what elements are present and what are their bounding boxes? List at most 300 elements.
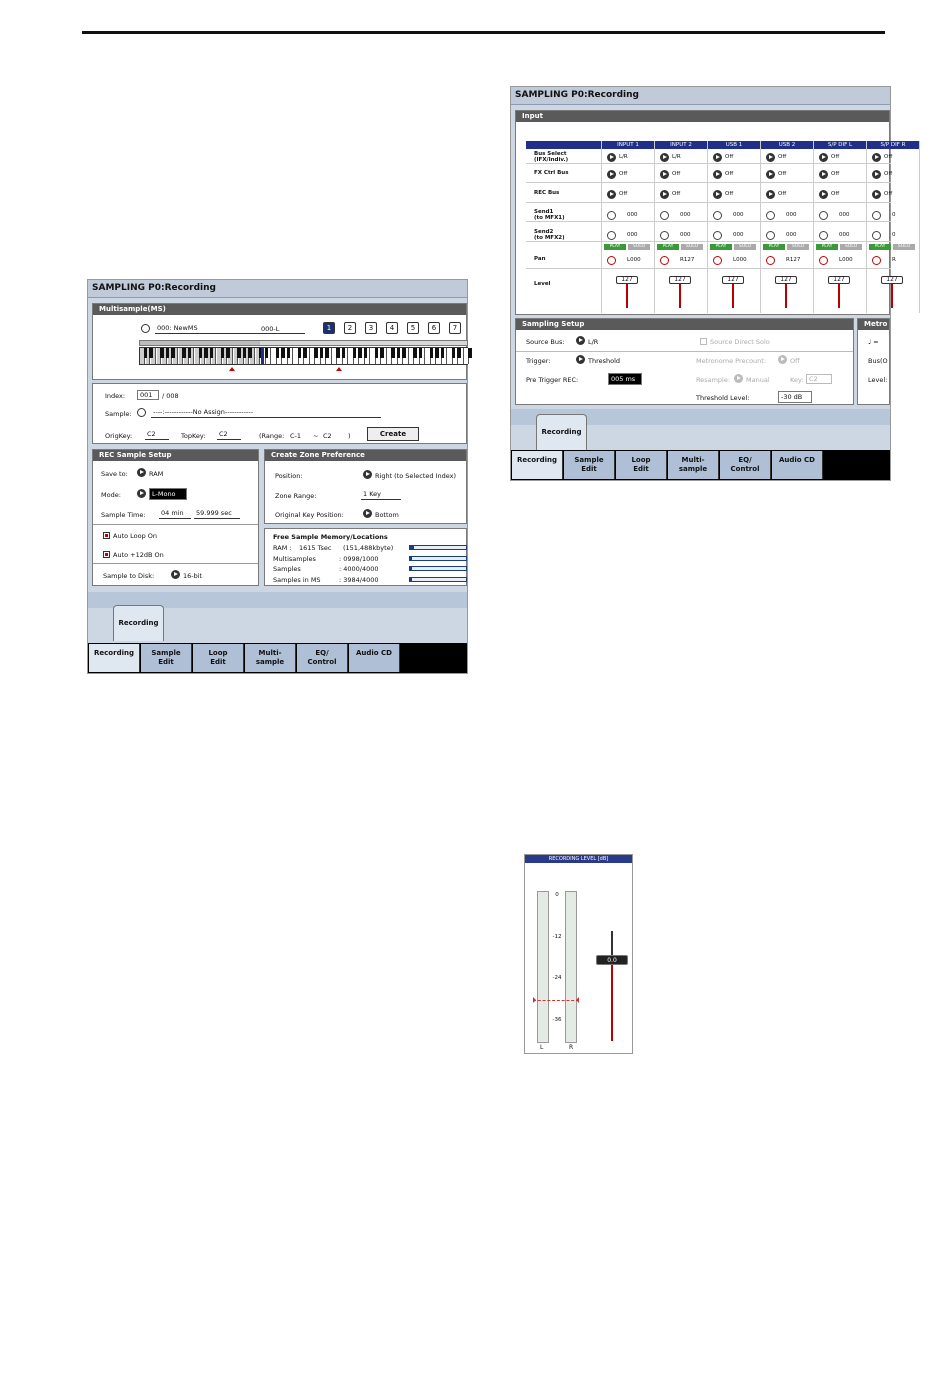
- auto-loop-checkbox[interactable]: [103, 532, 110, 539]
- input-cell-value: Off: [884, 154, 893, 160]
- mode-field[interactable]: L-Mono: [149, 488, 187, 500]
- send-knob-icon[interactable]: [660, 231, 669, 240]
- recording-level-meter: [524, 854, 633, 1054]
- range-marker-low-icon: [229, 367, 235, 371]
- meter-right-bar: [565, 891, 577, 1043]
- meter-fader-top: [611, 931, 613, 955]
- black-key: [452, 348, 456, 358]
- send-knob-icon[interactable]: [766, 211, 775, 220]
- resample-label: Resample:: [696, 376, 731, 384]
- page-title: SAMPLING P0:Recording: [88, 280, 467, 298]
- black-key: [336, 348, 340, 358]
- multisample-button-1[interactable]: 1: [323, 322, 335, 334]
- meter-threshold-right-icon: [576, 997, 579, 1003]
- black-key: [221, 348, 225, 358]
- black-key: [248, 348, 252, 358]
- meter-fader-handle[interactable]: 0.0: [596, 955, 628, 965]
- keyboard-range-strip: [139, 340, 468, 346]
- input-row-label-pan: Pan: [534, 256, 546, 262]
- level-fader[interactable]: 127: [881, 276, 903, 284]
- send-knob-icon[interactable]: [819, 231, 828, 240]
- sample-time-sec[interactable]: 59.999 sec: [194, 509, 240, 519]
- original-key-position-label: Original Key Position:: [275, 511, 344, 519]
- resample-popup-icon[interactable]: [734, 374, 743, 383]
- input-popup-icon[interactable]: [660, 190, 669, 199]
- black-key: [325, 348, 329, 358]
- input-cell-value: Off: [619, 191, 628, 197]
- send-knob-icon[interactable]: [872, 231, 881, 240]
- level-fader-stem: [626, 284, 628, 308]
- metronome-tempo: ♩ =: [868, 338, 879, 346]
- metronome-header: Metro: [858, 319, 889, 330]
- multisample-name-suffix: 000-L: [261, 325, 280, 333]
- input-header: Input: [516, 111, 889, 122]
- tab-eq-control[interactable]: EQ/ Control: [720, 451, 771, 479]
- black-key: [419, 348, 423, 358]
- input-popup-icon[interactable]: [872, 153, 881, 162]
- black-key: [265, 348, 269, 358]
- keyboard[interactable]: [139, 347, 468, 365]
- input-cell-value: Off: [831, 191, 840, 197]
- black-key: [430, 348, 434, 358]
- sample-to-disk-value[interactable]: 16-bit: [183, 572, 203, 580]
- memory-row-label: Multisamples: [273, 554, 316, 563]
- memory-row-bar: [409, 566, 467, 571]
- meter-left-label: L: [540, 1044, 544, 1051]
- meter-tick-label: 0: [555, 892, 559, 898]
- create-zone-preference-panel: [264, 449, 467, 524]
- metronome-level: Level:: [868, 376, 888, 384]
- meter-tick-label: -24: [552, 975, 562, 981]
- auto-loop-label: Auto Loop On: [113, 532, 158, 540]
- level-fader[interactable]: 127: [775, 276, 797, 284]
- input-cell-value: Off: [619, 171, 628, 177]
- play-button[interactable]: PLAY: [604, 244, 626, 250]
- black-key: [320, 348, 324, 358]
- black-key: [287, 348, 291, 358]
- input-popup-icon[interactable]: [819, 190, 828, 199]
- metronome-precount-label: Metronome Precount:: [696, 357, 767, 365]
- tab-loop-edit[interactable]: Loop Edit: [193, 644, 244, 672]
- play-button[interactable]: PLAY: [710, 244, 732, 250]
- meter-right-label: R: [569, 1044, 574, 1051]
- origkey-field[interactable]: C2: [145, 430, 169, 440]
- send-knob-icon[interactable]: [607, 231, 616, 240]
- input-cell-value: L/R: [672, 154, 681, 160]
- sample-to-disk-label: Sample to Disk:: [103, 572, 155, 580]
- key-label: Key:: [790, 376, 804, 384]
- input-column-divider: [601, 141, 602, 313]
- black-key: [468, 348, 472, 358]
- multisample-button-4[interactable]: 4: [386, 322, 398, 334]
- multisample-button-7[interactable]: 7: [449, 322, 461, 334]
- black-key: [210, 348, 214, 358]
- black-key: [435, 348, 439, 358]
- page-title-2: SAMPLING P0:Recording: [511, 87, 890, 105]
- save-to-label: Save to:: [101, 470, 128, 478]
- level-fader-stem: [838, 284, 840, 308]
- input-popup-icon[interactable]: [607, 190, 616, 199]
- memory-row-label: Samples in MS: [273, 575, 321, 584]
- metronome-bus: Bus(O: [868, 357, 888, 365]
- level-fader[interactable]: 127: [616, 276, 638, 284]
- pan-knob-icon[interactable]: [819, 256, 828, 265]
- meter-left-bar: [537, 891, 549, 1043]
- range-dash: ~: [313, 432, 319, 440]
- memory-row-extra: (151,488kbyte): [343, 544, 394, 552]
- input-row-label-rec: REC Bus: [534, 190, 560, 196]
- input-popup-icon[interactable]: [713, 170, 722, 179]
- black-key: [358, 348, 362, 358]
- send-knob-icon[interactable]: [872, 211, 881, 220]
- original-key-position-popup-icon[interactable]: [363, 509, 372, 518]
- keyboard-range-selected: [140, 341, 260, 345]
- input-cell-value: Off: [672, 171, 681, 177]
- solo-button[interactable]: SOLO: [787, 244, 809, 250]
- black-key: [303, 348, 307, 358]
- range-to: C2: [323, 432, 332, 440]
- solo-button[interactable]: SOLO: [681, 244, 703, 250]
- solo-button[interactable]: SOLO: [628, 244, 650, 250]
- input-row-label-level: Level: [534, 281, 551, 287]
- level-fader[interactable]: 127: [669, 276, 691, 284]
- input-column-divider: [919, 141, 920, 313]
- rec-sample-setup-panel: [92, 449, 259, 586]
- meter-threshold-line: [533, 1000, 579, 1002]
- input-cell-value: R127: [680, 257, 695, 263]
- input-header-spacer: [526, 141, 602, 149]
- input-row-label-fx: FX Ctrl Bus: [534, 170, 569, 176]
- level-fader-stem: [679, 284, 681, 308]
- black-key: [171, 348, 175, 358]
- level-fader-stem: [891, 284, 893, 308]
- topkey-label: TopKey:: [181, 432, 206, 440]
- black-key: [375, 348, 379, 358]
- memory-row-value: : 4000/4000: [339, 565, 379, 573]
- pan-knob-icon[interactable]: [713, 256, 722, 265]
- level-fader[interactable]: 127: [828, 276, 850, 284]
- pan-knob-icon[interactable]: [660, 256, 669, 265]
- multisample-select-icon[interactable]: [141, 324, 150, 333]
- input-column-divider: [654, 141, 655, 313]
- source-bus-value[interactable]: L/R: [588, 338, 599, 346]
- send-knob-icon[interactable]: [713, 211, 722, 220]
- black-key: [144, 348, 148, 358]
- black-key: [243, 348, 247, 358]
- meter-title: RECORDING LEVEL [dB]: [525, 855, 632, 863]
- metronome-precount-value[interactable]: Off: [790, 357, 800, 365]
- input-row-divider: [526, 182, 891, 183]
- input-cell-value: L000: [627, 257, 641, 263]
- solo-button[interactable]: SOLO: [893, 244, 915, 250]
- subtab-recording-2[interactable]: Recording: [536, 414, 587, 450]
- memory-row-bar-fill: [410, 578, 412, 581]
- position-popup-icon[interactable]: [363, 470, 372, 479]
- input-cell-value: Off: [831, 171, 840, 177]
- input-popup-icon[interactable]: [872, 170, 881, 179]
- sample-time-min[interactable]: 04 min: [159, 509, 191, 519]
- black-key: [149, 348, 153, 358]
- play-button[interactable]: PLAY: [657, 244, 679, 250]
- solo-button[interactable]: SOLO: [840, 244, 862, 250]
- trigger-value[interactable]: Threshold: [588, 357, 621, 365]
- input-cell-value: 000: [786, 212, 797, 218]
- play-button[interactable]: PLAY: [869, 244, 891, 250]
- input-cell-value: Off: [778, 154, 787, 160]
- input-column-header: INPUT 2: [655, 141, 707, 149]
- meter-tick-label: -36: [552, 1016, 562, 1023]
- black-key: [364, 348, 368, 358]
- black-key: [188, 348, 192, 358]
- subtab-recording[interactable]: Recording: [113, 605, 164, 641]
- range-close: ): [348, 432, 351, 440]
- original-key-position-value[interactable]: Bottom: [375, 511, 399, 519]
- mode-label: Mode:: [101, 491, 121, 499]
- topkey-field[interactable]: C2: [217, 430, 241, 440]
- tab-loop-edit[interactable]: Loop Edit: [616, 451, 667, 479]
- memory-row-bar-fill: [410, 557, 412, 560]
- create-zone-preference-header: Create Zone Preference: [265, 450, 466, 461]
- sampling-setup-panel: [515, 318, 854, 405]
- index-field[interactable]: 001: [137, 390, 159, 400]
- tab-audio-cd[interactable]: Audio CD: [349, 644, 400, 672]
- black-key: [237, 348, 241, 358]
- black-key: [402, 348, 406, 358]
- tab-eq-control[interactable]: EQ/ Control: [297, 644, 348, 672]
- input-cell-value: R127: [786, 257, 801, 263]
- play-button[interactable]: PLAY: [816, 244, 838, 250]
- metronome-precount-popup-icon[interactable]: [778, 355, 787, 364]
- index-total: / 008: [162, 392, 179, 400]
- zone-range-field[interactable]: 1 Key: [361, 490, 401, 500]
- sampling-recording-screen-2: [510, 86, 911, 481]
- input-cell-value: 000: [733, 212, 744, 218]
- black-key: [226, 348, 230, 358]
- create-button[interactable]: Create: [367, 427, 419, 441]
- resample-value[interactable]: Manual: [746, 376, 770, 384]
- position-value[interactable]: Right (to Selected Index): [375, 472, 456, 480]
- send-knob-icon[interactable]: [713, 231, 722, 240]
- input-row-divider: [526, 268, 891, 269]
- rec-sample-setup-header: REC Sample Setup: [93, 450, 258, 461]
- input-column-divider: [813, 141, 814, 313]
- multisample-name-field[interactable]: [155, 324, 305, 334]
- input-popup-icon[interactable]: [819, 170, 828, 179]
- black-key: [342, 348, 346, 358]
- black-key: [314, 348, 318, 358]
- multisample-button-3[interactable]: 3: [365, 322, 377, 334]
- sample-field[interactable]: ----:------------No Assign------------: [151, 408, 381, 418]
- range-from: C-1: [290, 432, 302, 440]
- screen2-tab-bar: [511, 450, 890, 480]
- sample-label: Sample:: [105, 410, 132, 418]
- input-column-header: S/P DIF R: [867, 141, 919, 149]
- input-cell-value: L000: [839, 257, 853, 263]
- key-field[interactable]: C2: [806, 374, 832, 384]
- input-cell-value: 000: [839, 212, 850, 218]
- memory-row-label: RAM :: [273, 544, 292, 552]
- black-key: [204, 348, 208, 358]
- memory-row-value: : 3984/4000: [339, 575, 379, 584]
- black-key: [391, 348, 395, 358]
- threshold-field[interactable]: -30 dB: [778, 391, 812, 403]
- input-column-divider: [760, 141, 761, 313]
- black-key: [160, 348, 164, 358]
- input-cell-value: Off: [831, 154, 840, 160]
- tab-recording[interactable]: Recording: [512, 451, 563, 479]
- multisample-button-5[interactable]: 5: [407, 322, 419, 334]
- input-cell-value: 000: [627, 232, 638, 238]
- memory-row-bar: [409, 577, 467, 582]
- mode-popup-icon[interactable]: [137, 489, 146, 498]
- sample-time-label: Sample Time:: [101, 511, 146, 519]
- memory-row-bar-fill: [410, 567, 412, 570]
- input-cell-value: 000: [627, 212, 638, 218]
- black-key: [457, 348, 461, 358]
- input-popup-icon[interactable]: [766, 190, 775, 199]
- input-row-divider: [526, 221, 891, 222]
- memory-row-bar: [409, 556, 467, 561]
- sampling-recording-screen-1: [87, 279, 468, 674]
- input-cell-value: Off: [778, 171, 787, 177]
- multisample-panel: [92, 303, 467, 380]
- multisample-button-2[interactable]: 2: [344, 322, 356, 334]
- source-bus-label: Source Bus:: [526, 338, 565, 346]
- memory-row-label: Samples: [273, 565, 301, 573]
- input-row-divider: [526, 202, 891, 203]
- input-column-header: USB 1: [708, 141, 760, 149]
- input-cell-value: Off: [725, 191, 734, 197]
- input-popup-icon[interactable]: [660, 170, 669, 179]
- input-row-divider: [526, 241, 891, 242]
- threshold-label: Threshold Level:: [696, 394, 750, 402]
- input-row-label-send2: Send2 (to MFX2): [534, 229, 565, 241]
- send-knob-icon[interactable]: [607, 211, 616, 220]
- tab-audio-cd[interactable]: Audio CD: [772, 451, 823, 479]
- input-popup-icon[interactable]: [713, 153, 722, 162]
- page-top-rule: [82, 31, 885, 34]
- input-popup-icon[interactable]: [607, 170, 616, 179]
- send-knob-icon[interactable]: [819, 211, 828, 220]
- input-cell-value: R: [892, 257, 896, 263]
- input-row-label-bus: Bus Select (IFX/Indiv.): [534, 151, 569, 163]
- black-key: [413, 348, 417, 358]
- input-popup-icon[interactable]: [660, 153, 669, 162]
- trigger-popup-icon[interactable]: [576, 355, 585, 364]
- source-direct-solo-label: Source Direct Solo: [710, 338, 770, 346]
- input-cell-value: L000: [733, 257, 747, 263]
- source-bus-popup-icon[interactable]: [576, 336, 585, 345]
- solo-button[interactable]: SOLO: [734, 244, 756, 250]
- input-cell-value: Off: [725, 154, 734, 160]
- input-popup-icon[interactable]: [766, 153, 775, 162]
- memory-row-bar-fill: [410, 546, 414, 549]
- level-fader-stem: [732, 284, 734, 308]
- tab-recording[interactable]: Recording: [89, 644, 140, 672]
- black-key: [276, 348, 280, 358]
- input-cell-value: Off: [884, 191, 893, 197]
- black-key: [166, 348, 170, 358]
- send-knob-icon[interactable]: [766, 231, 775, 240]
- input-popup-icon[interactable]: [766, 170, 775, 179]
- sampling-divider: [516, 351, 853, 352]
- sampling-setup-header: Sampling Setup: [516, 319, 853, 330]
- pan-knob-icon[interactable]: [872, 256, 881, 265]
- pan-knob-icon[interactable]: [766, 256, 775, 265]
- index-label: Index:: [105, 392, 126, 400]
- input-cell-value: 000: [680, 212, 691, 218]
- rec-setup-divider-2: [93, 563, 258, 564]
- free-memory-panel: [264, 528, 467, 586]
- input-column-divider: [866, 141, 867, 313]
- input-popup-icon[interactable]: [713, 190, 722, 199]
- auto-12db-checkbox[interactable]: [103, 551, 110, 558]
- pre-trigger-field[interactable]: 005 ms: [608, 373, 642, 385]
- input-cell-value: 000: [786, 232, 797, 238]
- zone-range-label: Zone Range:: [275, 492, 317, 500]
- free-memory-header: Free Sample Memory/Locations: [273, 533, 388, 541]
- pan-knob-icon[interactable]: [607, 256, 616, 265]
- level-fader[interactable]: 127: [722, 276, 744, 284]
- input-cell-value: Off: [884, 171, 893, 177]
- input-popup-icon[interactable]: [607, 153, 616, 162]
- memory-row-bar: [409, 545, 467, 550]
- multisample-button-6[interactable]: 6: [428, 322, 440, 334]
- metronome-panel: [857, 318, 890, 405]
- send-knob-icon[interactable]: [660, 211, 669, 220]
- input-cell-value: Off: [672, 191, 681, 197]
- input-cell-value: Off: [725, 171, 734, 177]
- play-button[interactable]: PLAY: [763, 244, 785, 250]
- input-cell-value: L/R: [619, 154, 628, 160]
- tab-sample-edit[interactable]: Sample Edit: [141, 644, 192, 672]
- range-label: (Range:: [259, 432, 285, 440]
- screen1-tab-bar: [88, 643, 467, 673]
- tab-multi-sample[interactable]: Multi- sample: [245, 644, 296, 672]
- black-key: [182, 348, 186, 358]
- multisample-name: 000: NewMS: [157, 324, 198, 332]
- trigger-label: Trigger:: [526, 357, 551, 365]
- input-cell-value: 0: [892, 212, 896, 218]
- meter-tick-label: -12: [552, 933, 562, 940]
- save-to-value[interactable]: RAM: [149, 470, 164, 478]
- black-key: [298, 348, 302, 358]
- auto-12db-label: Auto +12dB On: [113, 551, 164, 559]
- input-cell-value: 000: [680, 232, 691, 238]
- pre-trigger-label: Pre Trigger REC:: [526, 376, 579, 384]
- black-key: [441, 348, 445, 358]
- tab-sample-edit[interactable]: Sample Edit: [564, 451, 615, 479]
- rec-setup-divider: [93, 524, 258, 525]
- index-panel: [92, 383, 467, 444]
- input-row-divider: [526, 163, 891, 164]
- memory-row-value: : 0998/1000: [339, 554, 379, 563]
- tab-multi-sample[interactable]: Multi- sample: [668, 451, 719, 479]
- input-cell-value: Off: [778, 191, 787, 197]
- input-column-divider: [707, 141, 708, 313]
- sample-select-icon[interactable]: [137, 408, 146, 417]
- multisample-header: Multisample(MS): [93, 304, 466, 315]
- save-to-popup-icon[interactable]: [137, 468, 146, 477]
- black-key: [397, 348, 401, 358]
- input-popup-icon[interactable]: [872, 190, 881, 199]
- input-column-header: INPUT 1: [602, 141, 654, 149]
- input-popup-icon[interactable]: [819, 153, 828, 162]
- source-direct-solo-checkbox[interactable]: [700, 338, 707, 345]
- input-row-label-send1: Send1 (to MFX1): [534, 209, 565, 221]
- sample-to-disk-popup-icon[interactable]: [171, 570, 180, 579]
- input-column-header: S/P DIF L: [814, 141, 866, 149]
